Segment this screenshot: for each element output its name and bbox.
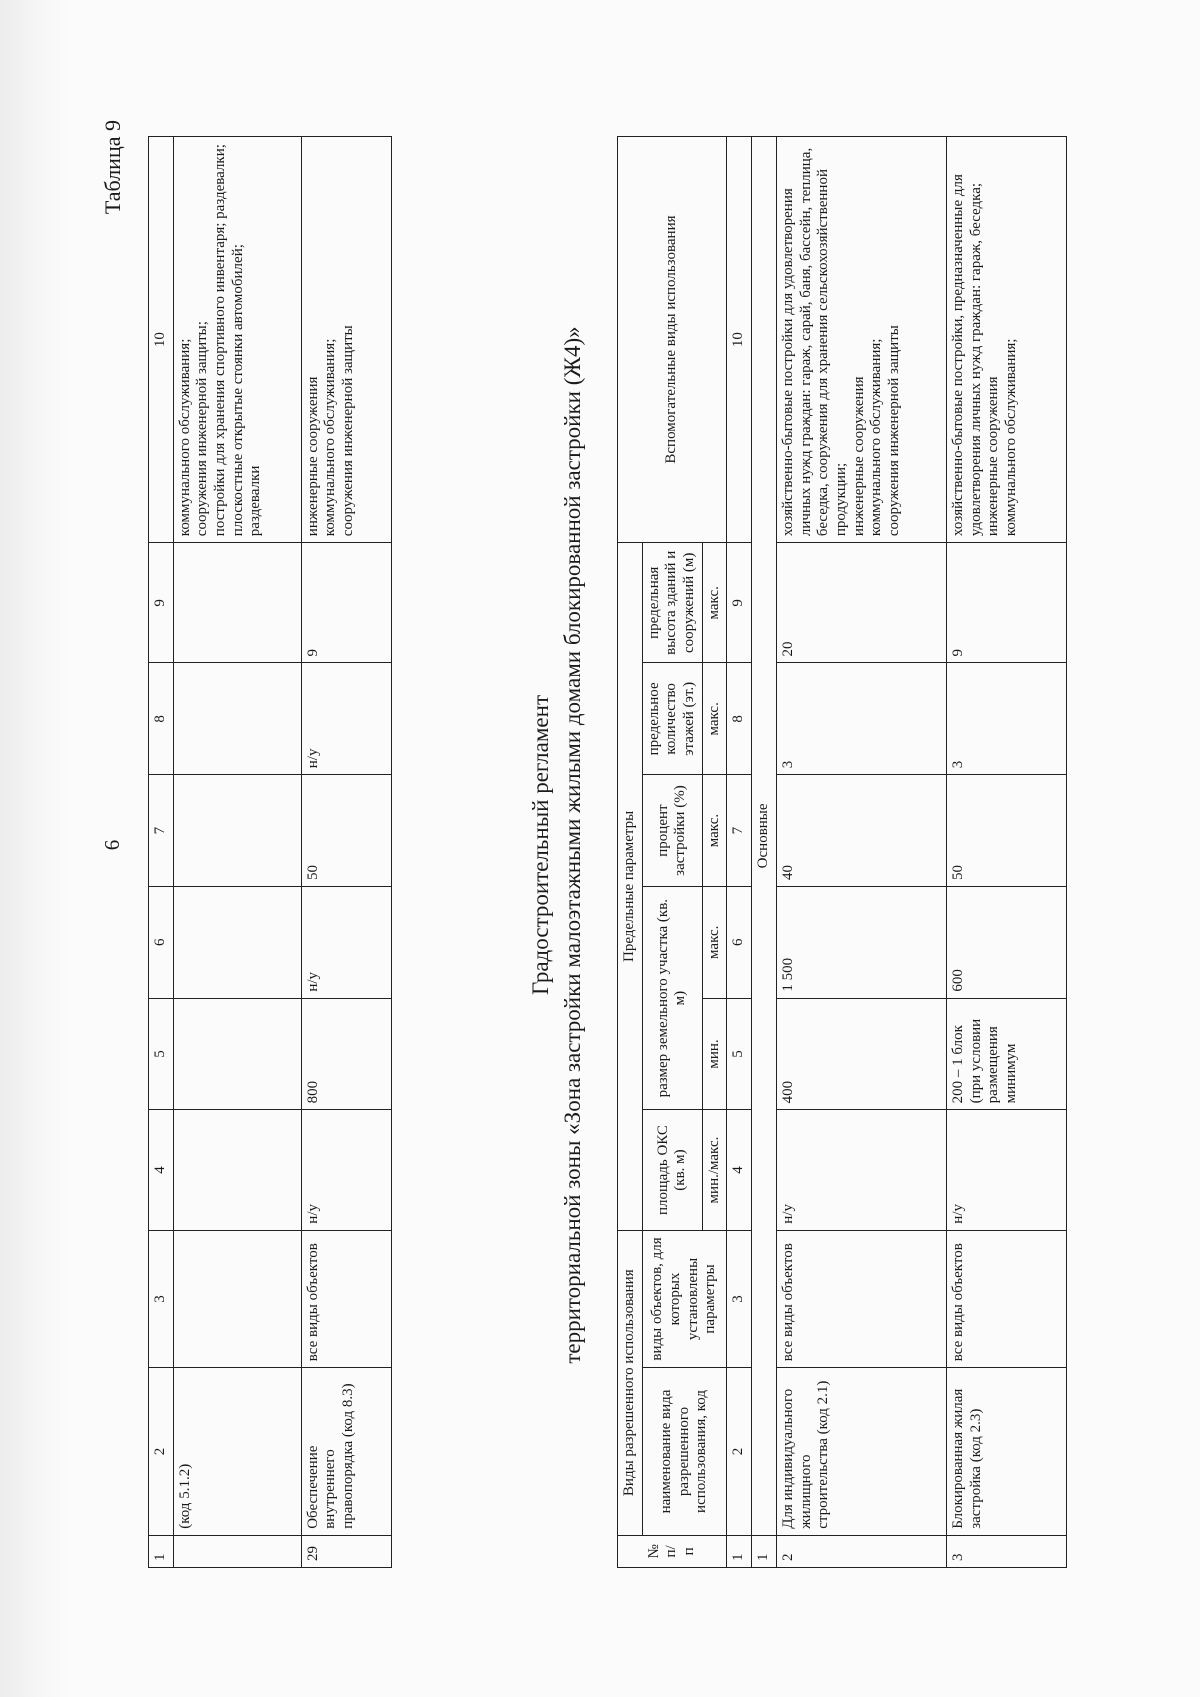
col-number-7: 7 xyxy=(149,775,174,887)
col-number-1: 1 xyxy=(149,1535,174,1567)
sub-oks: мин./макс. xyxy=(702,1110,727,1230)
continuation-header-row xyxy=(149,137,174,1568)
regulation-title xyxy=(525,80,589,1610)
header-aux-uses: Вспомогательные виды использования xyxy=(618,137,727,543)
oks-area: н/у xyxy=(946,1110,1066,1230)
plot-max: 600 xyxy=(946,886,1066,998)
row-num: 29 xyxy=(301,1535,391,1567)
height xyxy=(173,543,301,663)
sub-min: мин. xyxy=(702,998,727,1110)
use-name: Для индивидуального жилищного строительства (код 2.1) xyxy=(776,1368,946,1536)
plot-max: 1 500 xyxy=(776,886,946,998)
row-num: 3 xyxy=(946,1535,1066,1567)
build-percent xyxy=(173,775,301,887)
col-number-9: 9 xyxy=(727,543,752,663)
plot-min xyxy=(173,998,301,1110)
floors xyxy=(173,663,301,775)
build-percent: 50 xyxy=(946,775,1066,887)
use-name: Обеспечение внутреннего правопорядка (код 8.3) xyxy=(301,1368,391,1536)
object-types: все виды объектов xyxy=(301,1230,391,1368)
col-number-7: 7 xyxy=(727,775,752,887)
section-row xyxy=(752,137,777,1568)
header-group-row xyxy=(618,137,643,1568)
plot-min: 200 – 1 блок (при условии размещения минимум xyxy=(946,998,1066,1110)
col-number-8: 8 xyxy=(727,663,752,775)
section-number: 1 xyxy=(752,1535,777,1567)
height: 20 xyxy=(776,543,946,663)
height: 9 xyxy=(946,543,1066,663)
header-row-number: № п/п xyxy=(618,1535,727,1567)
table-row xyxy=(946,137,1066,1568)
section-label: Основные xyxy=(752,137,777,1536)
col-number-8: 8 xyxy=(149,663,174,775)
col-number-6: 6 xyxy=(149,886,174,998)
floors: 3 xyxy=(946,663,1066,775)
table-row xyxy=(173,137,301,1568)
sub-max: макс. xyxy=(702,886,727,998)
plot-max xyxy=(173,886,301,998)
regulation-table xyxy=(617,136,1067,1568)
oks-area: н/у xyxy=(301,1110,391,1230)
oks-area: н/у xyxy=(776,1110,946,1230)
object-types: все виды объектов xyxy=(776,1230,946,1368)
col-number-10: 10 xyxy=(727,137,752,543)
object-types xyxy=(173,1230,301,1368)
header-floors: предельное количество этажей (эт.) xyxy=(642,663,702,775)
floors: 3 xyxy=(776,663,946,775)
col-number-2: 2 xyxy=(149,1368,174,1536)
header-build-percent: процент застройки (%) xyxy=(642,775,702,887)
rotated-page xyxy=(100,80,1080,1610)
row-num: 2 xyxy=(776,1535,946,1567)
col-number-2: 2 xyxy=(727,1368,752,1536)
use-name: (код 5.1.2) xyxy=(173,1368,301,1536)
col-number-3: 3 xyxy=(727,1230,752,1368)
col-number-10: 10 xyxy=(149,137,174,543)
col-number-6: 6 xyxy=(727,886,752,998)
plot-max: н/у xyxy=(301,886,391,998)
sub-height: макс. xyxy=(702,543,727,663)
plot-min: 800 xyxy=(301,998,391,1110)
col-number-3: 3 xyxy=(149,1230,174,1368)
header-use-name: наименование вида разрешенного использования, код xyxy=(642,1368,727,1536)
header-height: предельная высота зданий и сооружений (м) xyxy=(642,543,702,663)
build-percent: 40 xyxy=(776,775,946,887)
header-oks-area: площадь ОКС (кв. м) xyxy=(642,1110,702,1230)
header-permitted-uses: Виды разрешенного использования xyxy=(618,1230,643,1535)
plot-min: 400 xyxy=(776,998,946,1110)
header-plot-size: размер земельного участка (кв. м) xyxy=(642,886,702,1109)
header-object-types: виды объектов, для которых установлены параметры xyxy=(642,1230,727,1368)
col-number-5: 5 xyxy=(149,998,174,1110)
scan-shadow xyxy=(0,0,70,1697)
sub-floors: макс. xyxy=(702,663,727,775)
column-number-row xyxy=(727,137,752,1568)
aux-uses: хозяйственно-бытовые постройки, предназначенные для удовлетворения личных нужд граждан: гараж, беседка; инженерные сооружения коммунального обслуживания; xyxy=(946,137,1066,543)
page-number: 6 xyxy=(100,839,124,851)
col-number-9: 9 xyxy=(149,543,174,663)
build-percent: 50 xyxy=(301,775,391,887)
col-number-4: 4 xyxy=(727,1110,752,1230)
header-limit-params: Предельные параметры xyxy=(618,543,643,1231)
row-num xyxy=(173,1535,301,1567)
col-number-1: 1 xyxy=(727,1535,752,1567)
col-number-4: 4 xyxy=(149,1110,174,1230)
table-row xyxy=(776,137,946,1568)
title-line-2: территориальной зоны «Зона застройки малоэтажными жилыми домами блокированной застройки (Ж4)» xyxy=(560,326,585,1364)
height: 9 xyxy=(301,543,391,663)
floors: н/у xyxy=(301,663,391,775)
aux-uses: инженерные сооружения коммунального обслуживания; сооружения инженерной защиты xyxy=(301,137,391,543)
col-number-5: 5 xyxy=(727,998,752,1110)
aux-uses: коммунального обслуживания; сооружения инженерной защиты; постройки для хранения спортивного инвентаря; раздевалки; плоскостные открытые стоянки автомобилей; раздевалки xyxy=(173,137,301,543)
table-label: Таблица 9 xyxy=(100,120,125,215)
title-line-1: Градостроительный регламент xyxy=(528,695,553,996)
table-row xyxy=(301,137,391,1568)
aux-uses: хозяйственно-бытовые постройки для удовлетворения личных нужд граждан: гараж, сарай, баня, бассейн, теплица, беседка, сооружения для хранения сельскохозяйственной продукции; инженерные сооружения коммунального обслуживания; сооружения инженерной защиты xyxy=(776,137,946,543)
sub-percent: макс. xyxy=(702,775,727,887)
continuation-table xyxy=(148,136,392,1568)
oks-area xyxy=(173,1110,301,1230)
object-types: все виды объектов xyxy=(946,1230,1066,1368)
use-name: Блокированная жилая застройка (код 2.3) xyxy=(946,1368,1066,1536)
